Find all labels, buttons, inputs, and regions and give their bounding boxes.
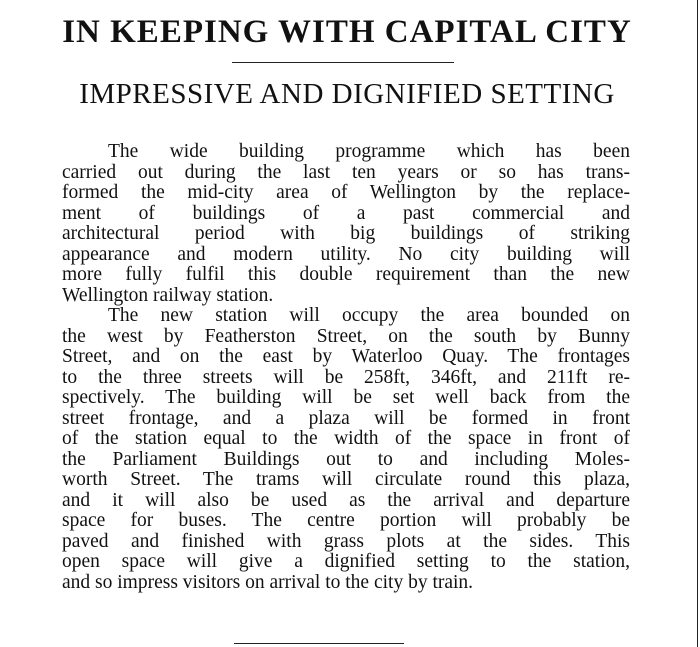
article-body [62,142,630,593]
text-line: ment of buildings of a past commercial and [62,202,630,224]
text-line: spectively. The building will be set well back from the [62,387,630,408]
text-line: The wide building programme which has been [108,141,630,162]
end-rule [234,643,404,644]
text-line: street frontage, and a plaza will be formed in front [62,407,630,429]
text-line: worth Street. The trams will circulate round this plaza, [62,469,630,490]
paragraph-2 [62,306,630,593]
text-line: Wellington railway station. [62,284,274,306]
text-line: paved and finished with grass plots at the sides. This [62,530,630,552]
column-rule [697,0,698,647]
text-line: of the station equal to the width of the space in front of [62,428,630,449]
text-line: open space will give a dignified setting to the station, [62,551,630,572]
text-line: to the three streets will be 258ft, 346ft, and 211ft re- [62,366,630,388]
text-line: and so impress visitors on arrival to the city by train. [62,571,474,593]
text-line: formed the mid-city area of Wellington by the replace- [62,182,630,203]
text-line: the west by Featherston Street, on the south by Bunny [62,325,630,347]
headline: IN KEEPING WITH CAPITAL CITY [62,14,632,50]
text-line: appearance and modern utility. No city building will [62,243,630,265]
text-line: the Parliament Buildings out to and including Moles- [62,448,630,470]
text-line: more fully fulfil this double requirement than the new [62,264,630,285]
subheadline: IMPRESSIVE AND DIGNIFIED SETTING [79,78,615,110]
text-line: carried out during the last ten years or so has trans- [62,161,630,183]
paragraph-1 [62,142,630,306]
text-line: The new station will occupy the area bounded on [108,305,630,326]
text-line: architectural period with big buildings of striking [62,223,630,244]
text-line: space for buses. The centre portion will probably be [62,510,630,531]
headline-divider [232,62,454,63]
text-line: Street, and on the east by Waterloo Quay. The frontages [62,346,630,367]
text-line: and it will also be used as the arrival and departure [62,489,630,511]
